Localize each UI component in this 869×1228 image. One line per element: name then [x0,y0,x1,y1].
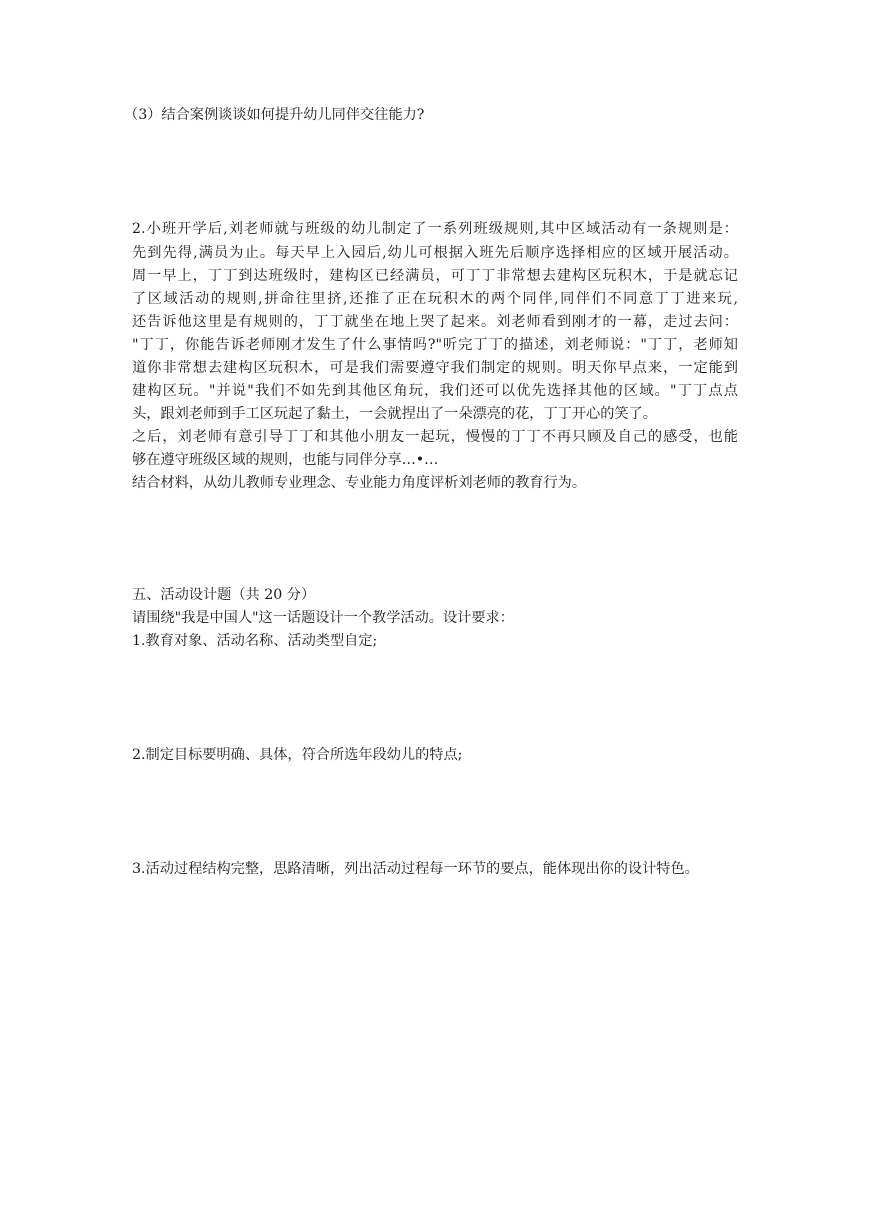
case-2-line: 先到先得,满员为止。每天早上入园后,幼儿可根据入班先后顺序选择相应的区域开展活动。 [132,245,738,261]
question-3: （3）结合案例谈谈如何提升幼儿同伴交往能力? [124,107,425,123]
case-2-line: 建构区玩。"并说"我们不如先到其他区角玩，我们还可以优先选择其他的区域。"丁丁点点 [132,383,738,399]
requirement-1: 1.教育对象、活动名称、活动类型自定; [132,633,378,649]
case-2-line: 之后，刘老师有意引导丁丁和其他小朋友一起玩，慢慢的丁丁不再只顾及自己的感受，也能 [132,429,738,445]
case-2-line: 2.小班开学后,刘老师就与班级的幼儿制定了一系列班级规则,其中区域活动有一条规则是： [132,221,738,237]
section-5-heading: 五、活动设计题（共 20 分） [132,587,316,603]
case-2-line: 道你非常想去建构区玩积木，可是我们需要遵守我们制定的规则。明天你早点来，一定能到 [132,360,738,376]
case-2-line: 了区域活动的规则,拼命往里挤,还推了正在玩积木的两个同伴,同伴们不同意丁丁进来玩, [132,291,738,307]
case-2-line: 还告诉他这里是有规则的，丁丁就坐在地上哭了起来。刘老师看到刚才的一幕，走过去问： [132,314,738,330]
case-2-question: 结合材料，从幼儿教师专业理念、专业能力角度评析刘老师的教育行为。 [132,475,587,491]
case-2-line: 头，跟刘老师到手工区玩起了黏土，一会就捏出了一朵漂亮的花，丁丁开心的笑了。 [132,406,657,422]
case-2-line: "丁丁，你能告诉老师刚才发生了什么事情吗?"听完丁丁的描述，刘老师说："丁丁，老师知 [132,337,738,353]
requirement-3: 3.活动过程结构完整，思路清晰，列出活动过程每一环节的要点，能体现出你的设计特色。 [132,861,699,877]
requirement-2: 2.制定目标要明确、具体，符合所选年段幼儿的特点; [132,747,463,763]
case-2-line: 周一早上，丁丁到达班级时，建构区已经满员，可丁丁非常想去建构区玩积木，于是就忘记 [132,268,738,284]
case-2-line: 够在遵守班级区域的规则，也能与同伴分享…•… [132,452,439,468]
section-5-prompt: 请围绕"我是中国人"这一话题设计一个教学活动。设计要求： [132,610,514,626]
